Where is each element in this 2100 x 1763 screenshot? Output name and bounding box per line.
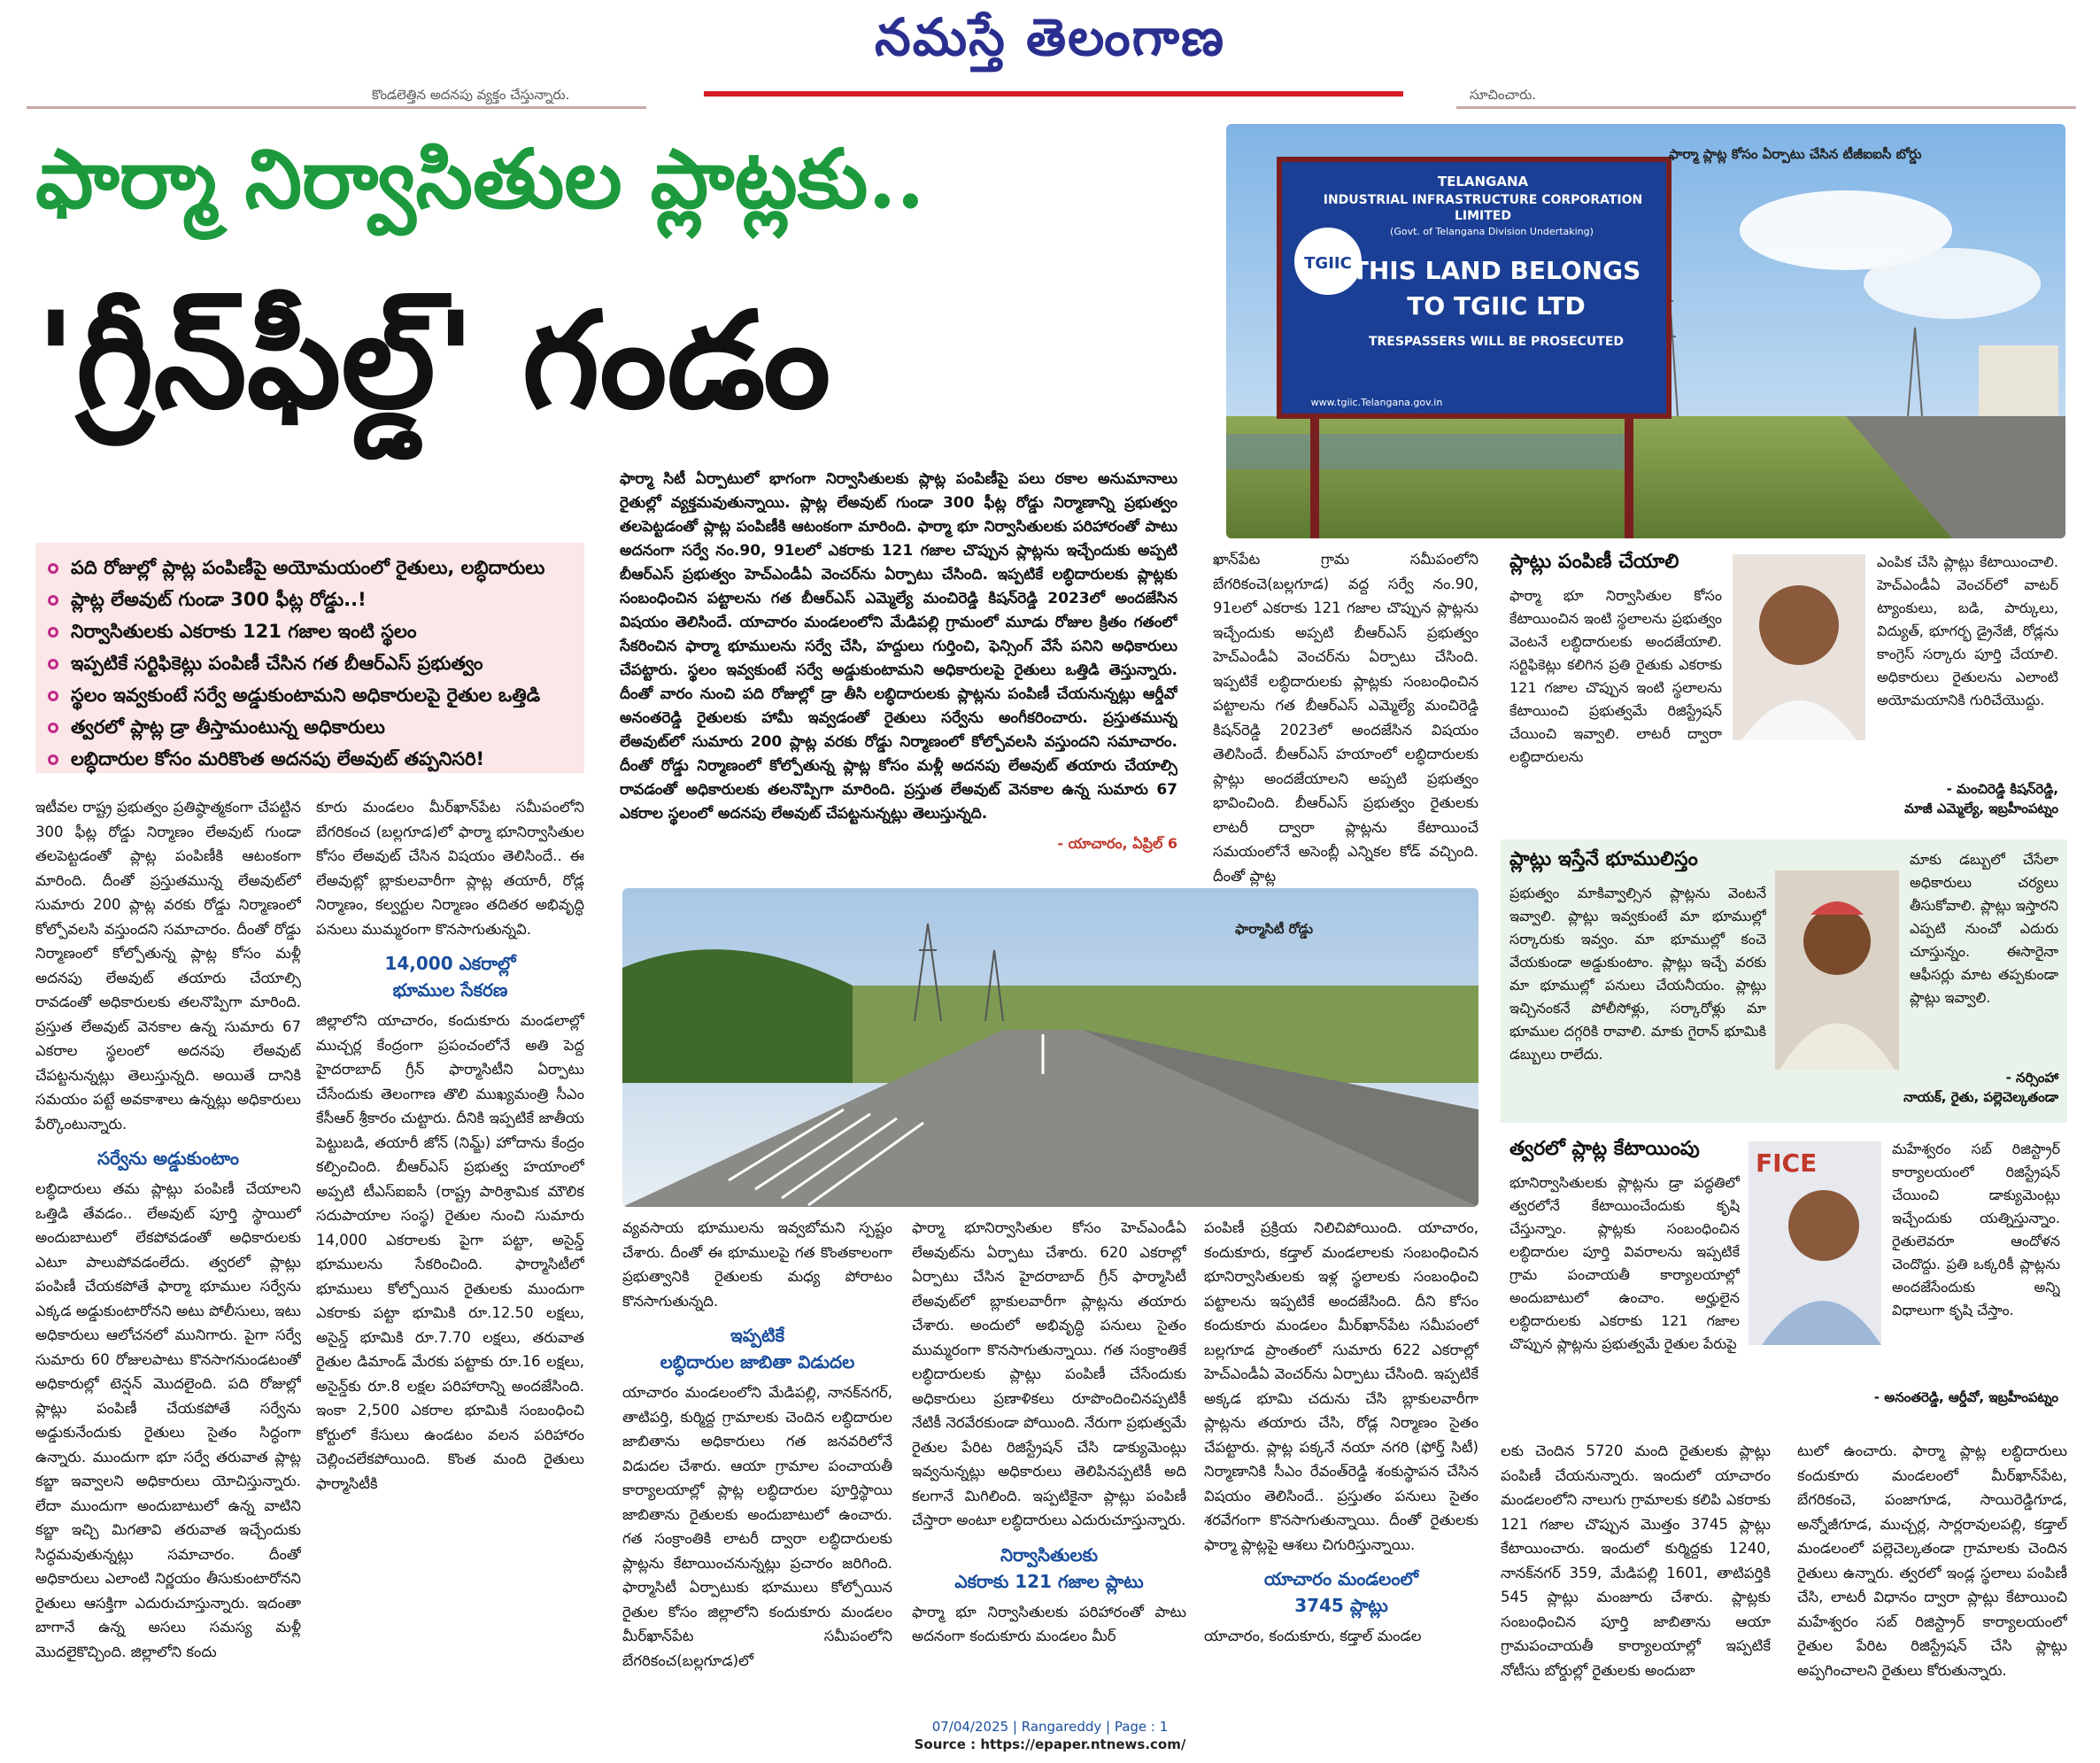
photo2-caption: ఫార్మాసిటీ రోడ్డు [1235,921,1314,937]
lead-paragraph: ఫార్మా సిటీ ఏర్పాటులో భాగంగా నిర్వాసితులకు ప్లాట్ల పంపిణీపై పలు రకాల అనుమానాలు రైతుల్లో వ్యక్తమవుతున్నాయి. ప్లాట్ల లేఅవుట్ గుండా 300 ఫీట్ల రోడ్డు నిర్మాణాన్ని ప్రభుత్వం తలపెట్టడంతో ప్లాట్ల పంపిణీకి ఆటంకంగా మారింది. ఫార్మా భూ నిర్వాసితులకు పరిహారంతో పాటు అదనంగా సర్వే నం.90, 91లలో ఎకరాకు 121 గజాల చొప్పున ప్లాట్లను ఇచ్చేందుకు అప్పటి బీఆర్ఎస్ ప్రభుత్వం హెచ్ఎండీఏ వెంచర్‌ను ఏర్పాటు చేసింది. ఇప్పటికే లబ్ధిదారులకు ప్లాట్లకు సంబంధించిన పట్టాలను గత బీఆర్ఎస్ ఎమ్మెల్యే మంచిరెడ్డి కిషన్‌రెడ్డి 2023లో అందజేసిన విషయం తెలిసిందే. యాచారం మండలంలోని మేడిపల్లి గ్రామంలో మూడు రోజుల క్రితం గతంలో సేకరించిన ఫార్మా భూములను సర్వే చేసి, హద్దులు గుర్తించి, ఫెన్సింగ్ వేసే పనిని అధికారులు చేపట్టారు. స్థలం ఇవ్వకుంటే సర్వే అడ్డుకుంటామని అధికారులపై రైతులు ఒత్తిడి తెస్తున్నారు. దీంతో వారం నుంచి పది రోజుల్లో డ్రా తీసి లబ్ధిదారులకు ప్లాట్లను పంపిణీ చేయనున్నట్లు ఆర్డీవో అనంతరెడ్డి రైతులకు హామీ ఇవ్వడంతో రైతులు సర్వేను అంగీకరించారు. ప్రస్తుతమున్న లేఅవుట్‌లో సుమారు 200 ప్లాట్ల వరకు రోడ్డు నిర్మాణంలో కోల్పోవలసి వస్తుందని సమాచారం. దీంతో రోడ్డు నిర్మాణంలో కోల్పోతున్న ప్లాట్ల కోసం మళ్లీ అదనపు లేఅవుట్ తయారు చేయాల్సి రావడంతో అధికారులకు తలనొప్పిగా మారింది. ప్రస్తుత లేఅవుట్ వెనకాల ఉన్న సుమారు 67 ఎకరాల స్థలంలో అదనపు లేఅవుట్ చేపట్టనున్నట్లు తెలుస్తున్నది. - యాచారం, ఏప్రిల్ 6 [620,468,1177,875]
quote-text-right: మహేశ్వరం సబ్ రిజిస్ట్రార్ కార్యాలయంలో రిజిస్ట్రేషన్ చేయించి డాక్యుమెంట్లు ఇచ్చేందుకు యత్నిస్తున్నాం. రైతులెవరూ ఆందోళన చెందొద్దు. ప్రతి ఒక్కరికీ ప్లాట్లను అందజేసేందుకు అన్ని విధాలుగా కృషి చేస్తాం. [1892,1141,2060,1318]
svg-text:TELANGANA: TELANGANA [1437,174,1529,189]
article-column-4: ఫార్మా భూనిర్వాసితుల కోసం హెచ్ఎండీఏ లేఅవుట్‌ను ఏర్పాటు చేశారు. 620 ఎకరాల్లో ఏర్పాటు చేసిన హైదరాబాద్ గ్రీన్ ఫార్మాసిటీ లేఅవుట్‌లో బ్లాకులవారీగా ప్లాట్లను తయారు చేశారు. అందులో అభివృద్ధి పనులు సైతం ముమ్మరంగా కొనసాగుతున్నాయి. గత సంక్రాంతికే లబ్ధిదారులకు ప్లాట్లు పంపిణీ చేసేందుకు అధికారులు ప్రణాళికలు రూపొందించినప్పటికీ నేటికీ నెరవేరకుండా పోయింది. నేరుగా ప్రభుత్వమే రైతుల పేరిట రిజిస్ట్రేషన్ చేసి డాక్యుమెంట్లు ఇవ్వనున్నట్లు అధికారులు తెలిపినప్పటికీ అది కలగానే మిగిలింది. ఇప్పటికైనా ప్లాట్లు పంపిణీ చేస్తారా అంటూ లబ్ధిదారులు ఎదురుచూస్తున్నారు. నిర్వాసితులకు ఎకరాకు 121 గజాల ప్లాటు ఫార్మా భూ నిర్వాసితులకు పరిహారంతో పాటు అదనంగా కందుకూరు మండలం మీర్ [912,1219,1186,1644]
highlight-item: స్థలం ఇవ్వకుంటే సర్వే అడ్డుకుంటామని అధికారులపై రైతుల ఒత్తిడి [48,679,572,711]
svg-text:FICE: FICE [1756,1148,1818,1178]
article-column-3: వ్యవసాయ భూములను ఇవ్వబోమని స్పష్టం చేశారు. దీంతో ఈ భూములపై గత కొంతకాలంగా ప్రభుత్వానికి రైతులకు మధ్య పోరాటం కొనసాగుతున్నది. ఇప్పటికే లబ్ధిదారుల జాబితా విడుదల యాచారం మండలంలోని మేడిపల్లి, నానక్‌నగర్, తాటిపర్తి, కుర్మిద్ద గ్రామాలకు చెందిన లబ్ధిదారుల జాబితాను అధికారులు గత జనవరిలోనే విడుదల చేశారు. ఆయా గ్రామాల పంచాయతీ కార్యాలయాల్లో ప్లాట్ల లబ్ధిదారుల పూర్తిస్థాయి జాబితాను రైతులకు అందుబాటులో ఉంచారు. గత సంక్రాంతికి లాటరీ ద్వారా లబ్ధిదారులకు ప్లాట్లను కేటాయించనున్నట్లు ప్రచారం జరిగింది. ఫార్మాసిటీ ఏర్పాటుకు భూములు కోల్పోయిన రైతుల కోసం జిల్లాలోని కందుకూరు మండలం మీర్‌ఖాన్‌పేట సమీపంలోని బేగరికంచ(బల్లగూడ)లో [622,1219,892,1669]
highlights-box [35,543,584,773]
avatar-ananta-reddy [1749,1141,1881,1345]
highlight-item: లబ్ధిదారుల కోసం మరికొంత అదనపు లేఅవుట్ తప్పనిసరి! [48,743,572,775]
quote-box-ananta-reddy [1501,1129,2067,1421]
quote-author: - మంచిరెడ్డి కిషన్‌రెడ్డి, మాజీ ఎమ్మెల్యే, ఇబ్రహీంపట్నం [1903,781,2058,816]
article-column-1: ఇటీవల రాష్ట్ర ప్రభుత్వం ప్రతిష్ఠాత్మకంగా చేపట్టిన 300 ఫీట్ల రోడ్డు నిర్మాణం లేఅవుట్ గుండా తలపెట్టడంతో ప్లాట్ల పంపిణీకి ఆటంకంగా మారింది. దీంతో ప్రస్తుతమున్న లేఅవుట్‌లో సుమారు 200 ప్లాట్ల వరకు రోడ్డు నిర్మాణంలో కోల్పోవలసి వస్తుందని సమాచారం. దీంతో రోడ్డు నిర్మాణంలో కోల్పోతున్న ప్లాట్ల కోసం మళ్లీ అదనపు లేఅవుట్ తయారు చేయాల్సి రావడంతో అధికారులకు తలనొప్పిగా మారింది. ప్రస్తుత లేఅవుట్ వెనకాల ఉన్న సుమారు 67 ఎకరాల స్థలంలో అదనపు లేఅవుట్ చేపట్టనున్నట్లు తెలుస్తున్నది. అయితే దానికి సమయం పట్టే అవకాశాలు ఉన్నట్లు అధికారులు పేర్కొంటున్నారు. సర్వేను అడ్డుకుంటాం లబ్ధిదారులు తమ ప్లాట్లు పంపిణీ చేయాలని ఒత్తిడి తేవడం.. లేఅవుట్ పూర్తి స్థాయిలో అందుబాటులో లేకపోవడంతో అధికారులకు ఎటూ పాలుపోవడంలేదు. త్వరలో ప్లాట్లు పంపిణీ చేయకపోతే ఫార్మా భూముల సర్వేను ఎక్కడ అడ్డుకుంటారోనని అటు పోలీసులు, ఇటు అధికారులు ఆలోచనలో మునిగారు. పైగా సర్వే సుమారు 60 రోజులపాటు కొనసాగనుండటంతో అధికారుల్లో టెన్షన్ మొదలైంది. పది రోజుల్లో ప్లాట్లు పంపిణీ చేయకపోతే సర్వేను అడ్డుకునేందుకు రైతులు సైతం సిద్ధంగా ఉన్నారు. ముందుగా భూ సర్వే తరువాత ప్లాట్ల కబ్జా ఇవ్వాలని అధికారులు యోచిస్తున్నారు. లేదా ముందుగా అందుబాటులో ఉన్న వాటిని కబ్జా ఇచ్చి మిగతావి తరువాత ఇచ్చేందుకు సిద్ధమవుతున్నట్లు సమాచారం. దీంతో అధికారులు ఎలాంటి నిర్ణయం తీసుకుంటారోనని రైతులు ఆసక్తిగా ఎదురుచూస్తున్నారు. ఇదంతా బాగానే ఉన్న అసలు సమస్య మళ్లీ మొదలైకొచ్చింది. జిల్లాలోని కందు [35,799,301,1660]
person-photo-icon [1775,870,1899,1070]
svg-text:LIMITED: LIMITED [1454,209,1512,223]
quote-text-right: మాకు డబ్బులో చేసేలా అధికారులు చర్యలు తీసుకోవాలి. ప్లాట్లు ఇస్తారని ఎప్పటి నుంచో ఎదురు చూస్తున్నం. ఈసారైనా ఆఫీసర్లు మాట తప్పకుండా ప్లాట్లు ఇవ్వాలి. [1910,851,2058,1006]
bullet-icon [48,595,58,606]
subhead-121-yards: నిర్వాసితులకు ఎకరాకు 121 గజాల ప్లాటు [954,1543,1144,1592]
subhead-3745-plots: యాచారం మండలంలో 3745 ప్లాట్లు [1263,1568,1419,1616]
avatar-kishan-reddy [1733,554,1865,740]
footer-source-link[interactable]: Source : https://epaper.ntnews.com/ [914,1736,1186,1752]
top-fragment-right: సూచించారు. [1470,87,1537,103]
svg-text:INDUSTRIAL INFRASTRUCTURE CORP: INDUSTRIAL INFRASTRUCTURE CORPORATION [1323,193,1643,207]
person-photo-icon [1733,554,1865,740]
subhead-beneficiary-list: ఇప్పటికే లబ్ధిదారుల జాబితా విడుదల [660,1325,855,1373]
person-photo-icon [1749,1141,1881,1345]
highlight-item: ఇప్పటికే సర్టిఫికెట్లు పంపిణీ చేసిన గత బీఆర్ఎస్ ప్రభుత్వం [48,647,572,679]
quote-author: - అనంతరెడ్డి, ఆర్డీవో, ఇబ్రహీంపట్నం [1873,1389,2058,1405]
quote-text-right: ఎంపిక చేసి ప్లాట్లు కేటాయించాలి. హెచ్ఎండీఏ వెంచర్‌లో వాటర్ ట్యాంకులు, బడి, పార్కులు, విద్యుత్, భూగర్భ డ్రైనేజీ, రోడ్లను కాంగ్రెస్ సర్కారు పూర్తి చేయాలి. అధికారులు రైతులను ఎలాంటి అయోమయానికి గురిచేయొద్దు. [1877,553,2058,708]
svg-text:TRESPASSERS WILL BE PROSECUTED: TRESPASSERS WILL BE PROSECUTED [1368,335,1625,349]
lead-dateline: - యాచారం, ఏప్రిల్ 6 [1057,835,1177,852]
photo1-caption: ఫార్మా ప్లాట్ల కోసం ఏర్పాటు చేసిన టీజీఐఐసీ బోర్డు [1669,146,1922,162]
subhead-land-acquisition: 14,000 ఎకరాల్లో భూముల సేకరణ [384,953,516,1001]
highlight-item: నిర్వాసితులకు ఎకరాకు 121 గజాల ఇంటి స్థలం [48,615,572,647]
masthead: నమస్తే తెలంగాణ [875,7,1225,67]
quote-box-title: ప్లాట్లు పంపిణీ చేయాలి [1509,551,1679,573]
top-left-rule [27,106,646,109]
bullet-icon [48,723,58,733]
quote-box-title: త్వరలో ప్లాట్ల కేటాయింపు [1509,1138,1700,1160]
top-right-rule [1456,106,2076,109]
bullet-icon [48,659,58,669]
headline-line2: 'గ్రీన్‌ఫీల్డ్' గండం [35,282,831,438]
page-footer [0,1718,2100,1753]
svg-text:TGIIC: TGIIC [1304,254,1352,273]
svg-text:TO TGIIC LTD: TO TGIIC LTD [1407,291,1586,321]
photo-tgiic-board [1226,124,2065,538]
highlight-item: పది రోజుల్లో ప్లాట్ల పంపిణీపై అయోమయంలో రైతులు, లబ్ధిదారులు [48,552,572,584]
quote-text-left: ఫార్మా భూ నిర్వాసితుల కోసం కేటాయించిన ఇంటి స్థలాలను ప్రభుత్వం వెంటనే లబ్ధిదారులకు అందజేయాలి. సర్టిఫికెట్లు కలిగిన ప్రతి రైతుకు ఎకరాకు 121 గజాల చొప్పున ఇంటి స్థలాలను కేటాయించి ప్రభుత్వమే రిజిస్ట్రేషన్ చేయించి ఇవ్వాలి. లాటరీ ద్వారా లబ్ధిదారులను [1509,587,1722,765]
quote-box-kishan-reddy [1501,542,2067,834]
article-column-5: పంపిణీ ప్రక్రియ నిలిచిపోయింది. యాచారం, కందుకూరు, కడ్తాల్ మండలాలకు సంబంధించిన భూనిర్వాసితులకు ఇళ్ల స్థలాలకు సంబంధించి పట్టాలను ఇప్పటికే అందజేసింది. దీని కోసం కందుకూరు మండలం మీర్‌ఖాన్‌పేట సమీపంలో బల్లగూడ ప్రాంతంలో సుమారు 622 ఎకరాల్లో హెచ్ఎండీఏ వెంచర్‌ను ఏర్పాటు చేసింది. ఇప్పటికే అక్కడ భూమి చదును చేసి బ్లాకులవారీగా ప్లాట్లను తయారు చేసి, రోడ్ల నిర్మాణం సైతం చేపట్టారు. ప్లాట్ల పక్కనే నయా నగరి (ఫోర్త్ సిటీ) నిర్మాణానికి సీఎం రేవంత్‌రెడ్డి శంకుస్థాపన చేసిన విషయం తెలిసిందే.. ప్రస్తుతం పనులు సైతం శరవేగంగా కొనసాగుతున్నాయి. దీంతో రైతులకు ఫార్మా ప్లాట్లపై ఆశలు చిగురిస్తున్నాయి. యాచారం మండలంలో 3745 ప్లాట్లు యాచారం, కందుకూరు, కడ్తాల్ మండల [1204,1219,1478,1644]
svg-text:(Govt. of Telangana Division U: (Govt. of Telangana Division Undertaking) [1390,226,1594,237]
article-column-8: టులో ఉంచారు. ఫార్మా ప్లాట్ల లబ్ధిదారులు కందుకూరు మండలంలో మీర్‌ఖాన్‌పేట, బేగరికంచె, పంజాగూడ, సాయిరెడ్డిగూడ, అన్నోజీగూడ, ముచ్చర్ల, సార్లరావులపల్లి, కడ్తాల్ మండలంలో పల్లెచెల్కతండా గ్రామాలకు చెందిన రైతులు ఉన్నారు. త్వరలో ఇండ్ల స్థలాలు పంపిణీ చేసి, లాటరీ విధానం ద్వారా ప్లాట్లు కేటాయించి మహేశ్వరం సబ్ రిజిస్ట్రార్ కార్యాలయంలో రైతుల పేరిట రిజిస్ట్రేషన్ చేసి ప్లాట్లు అప్పగించాలని రైతులు కోరుతున్నారు. [1797,1442,2067,1679]
quote-box-title: ప్లాట్లు ఇస్తేనే భూములిస్తం [1509,848,1698,870]
footer-edition: 07/04/2025 | Rangareddy | Page : 1 [931,1719,1169,1735]
article-column-6: ఖాన్‌పేట గ్రామ సమీపంలోని బేగరికంచె(బల్లగూడ) వద్ద సర్వే నం.90, 91లలో ఎకరాకు 121 గజాల చొప్పున ప్లాట్లను ఇచ్చేందుకు అప్పటి బీఆర్ఎస్ ప్రభుత్వం హెచ్ఎండీఏ వెంచర్‌ను ఏర్పాటు చేసింది. ఇప్పటికే లబ్ధిదారులకు ప్లాట్లకు సంబంధించిన పట్టాలను గత బీఆర్ఎస్ ఎమ్మెల్యే మంచిరెడ్డి కిషన్‌రెడ్డి 2023లో అందజేసిన విషయం తెలిసిందే. బీఆర్ఎస్ హయాంలో లబ్ధిదారులకు ప్లాట్లు అందజేయాలని అప్పటి ప్రభుత్వం భావించింది. బీఆర్ఎస్ ప్రభుత్వం రైతులకు లాటరీ ద్వారా ప్లాట్లను కేటాయించే సమయంలోనే అసెంబ్లీ ఎన్నికల కోడ్ వచ్చింది. దీంతో ప్లాట్ల [1213,551,1478,885]
tgiic-board-image [1226,124,2065,538]
top-fragment-left: కొండలెత్తిన అదనపు వ్యక్తం చేస్తున్నారు. [372,87,570,103]
highlight-item: త్వరలో ప్లాట్ల డ్రా తీస్తామంటున్న అధికారులు [48,711,572,743]
highlight-item: ప్లాట్ల లేఅవుట్ గుండా 300 ఫీట్ల రోడ్డు..! [48,584,572,615]
bullet-icon [48,754,58,765]
quote-text-left: ప్రభుత్వం మాకివ్వాల్సిన ప్లాట్లను వెంటనే ఇవ్వాలి. ప్లాట్లు ఇవ్వకుంటే మా భూముల్లో సర్కారుకు ఇవ్వం. మా భూముల్లో కంచె వేయకుండా అడ్డుకుంటాం. ప్లాట్లు ఇచ్చే వరకు మా భూముల్లో పనులు చేయనీయం. ప్లాట్లు ఇచ్చినంకనే పోలీసోళ్లు, సర్కారోళ్లు మా భూముల దగ్గరికి రావాలి. మాకు గైరాన్ భూమికి డబ్బులు రాలేదు. [1509,885,1766,1063]
headline-line1: ఫార్మా నిర్వాసితుల ప్లాట్లకు.. [35,131,925,227]
article-column-2: కూరు మండలం మీర్‌ఖాన్‌పేట సమీపంలోని బేగరికంచ (బల్లగూడ)లో ఫార్మా భూనిర్వాసితుల కోసం లేఅవుట్ చేసిన విషయం తెలిసిందే.. ఈ లేఅవుట్లో బ్లాకులవారీగా ప్లాట్ల తయారీ, రోడ్ల నిర్మాణం, కల్వర్టుల నిర్మాణం తదితర అభివృద్ధి పనులు ముమ్మరంగా కొనసాగుతున్నవి. 14,000 ఎకరాల్లో భూముల సేకరణ జిల్లాలోని యాచారం, కందుకూరు మండలాల్లో ముచ్చర్ల కేంద్రంగా ప్రపంచంలోనే అతి పెద్ద హైదరాబాద్ గ్రీన్ ఫార్మాసిటీని ఏర్పాటు చేసేందుకు తెలంగాణ తొలి ముఖ్యమంత్రి సీఎం కేసీఆర్ శ్రీకారం చుట్టారు. దీనికి ఇప్పటికే జాతీయ పెట్టుబడి, తయారీ జోన్ (నిమ్జ్) హోదాను కేంద్రం కల్పించింది. బీఆర్ఎస్ ప్రభుత్వ హయాంలో అప్పటి టీఎస్ఐఐసీ (రాష్ట్ర పారిశ్రామిక మౌలిక సదుపాయాల సంస్థ) రైతుల నుంచి సుమారు 14,000 ఎకరాలకు పైగా పట్టా, అసైన్డ్ భూములను సేకరించింది. ఫార్మాసిటీలో భూములు కోల్పోయిన రైతులకు ముందుగా ఎకరాకు పట్టా భూమికి రూ.12.50 లక్షలు, అసైన్డ్ భూమికి రూ.7.70 లక్షలు, తరువాత రైతుల డిమాండ్ మేరకు పట్టాకు రూ.16 లక్షలు, అసైన్డ్‌కు రూ.8 లక్షల పరిహారాన్ని అందజేసింది. ఇంకా 2,500 ఎకరాల భూమికి సంబంధించి కోర్టులో కేసులు ఉండటం వలన పరిహారం చెల్లించలేకపోయింది. కొంత మంది రైతులు ఫార్మాసిటీకి [316,799,584,1492]
bullet-icon [48,627,58,638]
subhead-survey-block: సర్వేను అడ్డుకుంటాం [97,1148,239,1169]
article-column-7: లకు చెందిన 5720 మంది రైతులకు ప్లాట్లు పంపిణీ చేయనున్నారు. ఇందులో యాచారం మండలంలోని నాలుగు గ్రామాలకు కలిపి ఎకరాకు 121 గజాల చొప్పున మొత్తం 3745 ప్లాట్లు కేటాయించారు. ఇందులో కుర్మిద్దకు 1240, నానక్‌నగర్ 359, మేడిపల్లి 1601, తాటిపర్తికి 545 ప్లాట్లు మంజూరు చేశారు. ప్లాట్లకు సంబంధించిన పూర్తి జాబితాను ఆయా గ్రామపంచాయతీ కార్యాలయాల్లో ఇప్పటికే నోటీసు బోర్డుల్లో రైతులకు అందుబా [1501,1442,1771,1679]
avatar-narsimha [1775,870,1899,1070]
quote-box-narsimha [1501,839,2067,1123]
svg-text:THIS LAND BELONGS: THIS LAND BELONGS [1351,256,1641,285]
quote-text-left: భూనిర్వాసితులకు ప్లాట్లను డ్రా పద్ధతిలో త్వరలోనే కేటాయించేందుకు కృషి చేస్తున్నాం. ప్లాట్లకు సంబంధించిన లబ్ధిదారుల పూర్తి వివరాలను ఇప్పటికే గ్రామ పంచాయతీ కార్యాలయాల్లో అందుబాటులో ఉంచాం. అర్హులైన లబ్ధిదారులకు ఎకరాకు 121 గజాల చొప్పున ప్లాట్లను ప్రభుత్వమే రైతుల పేరుపై [1509,1174,1740,1352]
bullet-icon [48,691,58,701]
quote-author: - నర్సింహా నాయక్, రైతు, పల్లెచెల్కతండా [1903,1070,2058,1105]
masthead-rule [704,91,1403,97]
bullet-icon [48,563,58,574]
svg-text:www.tgiic.Telangana.gov.in: www.tgiic.Telangana.gov.in [1310,397,1443,408]
